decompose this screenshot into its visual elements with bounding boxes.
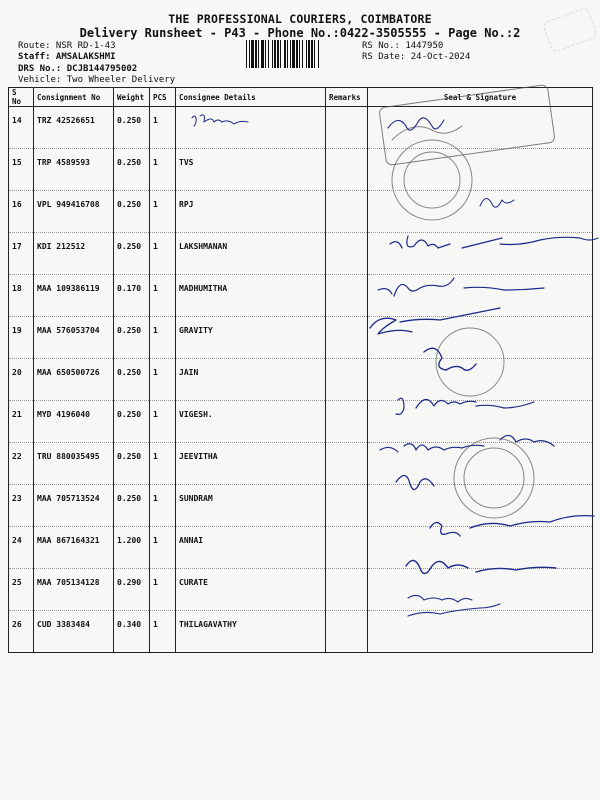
table-row	[9, 107, 593, 149]
col-pcs-header: PCS	[150, 88, 176, 107]
row-consignee: SUNDRAM	[176, 485, 326, 527]
row-pcs: 1	[150, 359, 176, 401]
row-consignee: LAKSHMANAN	[176, 233, 326, 275]
row-consignment-no: VPL 949416708	[34, 191, 114, 233]
row-consignee: CURATE	[176, 569, 326, 611]
row-consignment-no: KDI 212512	[34, 233, 114, 275]
row-sno: 20	[9, 359, 34, 401]
table-row	[9, 233, 593, 275]
row-remarks	[326, 149, 368, 191]
drs-number: DRS No.: DCJB144795002	[18, 64, 138, 74]
table-row	[9, 527, 593, 569]
row-sno: 16	[9, 191, 34, 233]
row-signature	[368, 569, 593, 611]
row-consignment-no: MYD 4196040	[34, 401, 114, 443]
row-signature	[368, 233, 593, 275]
table-row	[9, 611, 593, 653]
row-signature	[368, 527, 593, 569]
row-consignee: JAIN	[176, 359, 326, 401]
row-weight: 0.340	[114, 611, 150, 653]
row-signature	[368, 149, 593, 191]
table-row	[9, 317, 593, 359]
row-sno: 15	[9, 149, 34, 191]
row-weight: 0.250	[114, 149, 150, 191]
table-row	[9, 485, 593, 527]
row-consignment-no: MAA 109386119	[34, 275, 114, 317]
table-row	[9, 569, 593, 611]
row-pcs: 1	[150, 317, 176, 359]
row-pcs: 1	[150, 191, 176, 233]
row-consignment-no: MAA 867164321	[34, 527, 114, 569]
staff-text: Staff: AMSALAKSHMI	[18, 52, 116, 62]
row-pcs: 1	[150, 149, 176, 191]
row-weight: 1.200	[114, 527, 150, 569]
row-remarks	[326, 443, 368, 485]
company-title: THE PROFESSIONAL COURIERS, COIMBATORE	[168, 12, 432, 26]
col-remarks-header: Remarks	[326, 88, 368, 107]
row-consignee: VIGESH.	[176, 401, 326, 443]
row-pcs: 1	[150, 275, 176, 317]
col-sno-header: S No	[9, 88, 34, 107]
table-row	[9, 191, 593, 233]
table-row	[9, 359, 593, 401]
row-sno: 21	[9, 401, 34, 443]
row-remarks	[326, 275, 368, 317]
row-signature	[368, 401, 593, 443]
row-consignment-no: TRU 880035495	[34, 443, 114, 485]
row-consignee: RPJ	[176, 191, 326, 233]
row-consignee: MADHUMITHA	[176, 275, 326, 317]
row-pcs: 1	[150, 611, 176, 653]
row-signature	[368, 317, 593, 359]
row-pcs: 1	[150, 233, 176, 275]
row-pcs: 1	[150, 443, 176, 485]
row-sno: 23	[9, 485, 34, 527]
row-remarks	[326, 569, 368, 611]
row-signature	[368, 275, 593, 317]
row-weight: 0.250	[114, 401, 150, 443]
consignment-table	[8, 87, 593, 653]
row-sno: 24	[9, 527, 34, 569]
row-remarks	[326, 401, 368, 443]
row-consignee	[176, 107, 326, 149]
row-remarks	[326, 611, 368, 653]
row-weight: 0.250	[114, 317, 150, 359]
row-sno: 17	[9, 233, 34, 275]
row-remarks	[326, 359, 368, 401]
row-consignee: THILAGAVATHY	[176, 611, 326, 653]
table-row	[9, 275, 593, 317]
row-signature	[368, 191, 593, 233]
row-weight: 0.250	[114, 485, 150, 527]
col-consignee-header: Consignee Details	[176, 88, 326, 107]
row-consignee: JEEVITHA	[176, 443, 326, 485]
row-consignment-no: MAA 705134128	[34, 569, 114, 611]
row-pcs: 1	[150, 569, 176, 611]
route-text: Route: NSR RD-1-43	[18, 41, 116, 51]
col-consignment-header: Consignment No	[34, 88, 114, 107]
row-pcs: 1	[150, 485, 176, 527]
row-remarks	[326, 191, 368, 233]
row-signature	[368, 611, 593, 653]
row-remarks	[326, 233, 368, 275]
row-remarks	[326, 527, 368, 569]
table-row	[9, 443, 593, 485]
row-pcs: 1	[150, 401, 176, 443]
table-header-row	[9, 88, 593, 107]
row-weight: 0.250	[114, 443, 150, 485]
row-sno: 14	[9, 107, 34, 149]
row-weight: 0.250	[114, 107, 150, 149]
row-pcs: 1	[150, 107, 176, 149]
row-consignment-no: MAA 576053704	[34, 317, 114, 359]
row-consignment-no: TRZ 42526651	[34, 107, 114, 149]
vehicle-text: Vehicle: Two Wheeler Delivery	[18, 75, 176, 85]
barcode-graphic	[246, 40, 354, 68]
col-weight-header: Weight	[114, 88, 150, 107]
row-consignee: TVS	[176, 149, 326, 191]
row-weight: 0.250	[114, 233, 150, 275]
row-consignment-no: MAA 650500726	[34, 359, 114, 401]
row-sno: 22	[9, 443, 34, 485]
table-row	[9, 401, 593, 443]
table-row	[9, 149, 593, 191]
row-weight: 0.290	[114, 569, 150, 611]
row-remarks	[326, 107, 368, 149]
row-signature	[368, 359, 593, 401]
row-signature	[368, 107, 593, 149]
row-weight: 0.250	[114, 191, 150, 233]
row-consignment-no: TRP 4589593	[34, 149, 114, 191]
rs-number: RS No.: 1447950	[362, 41, 444, 51]
row-sno: 18	[9, 275, 34, 317]
row-sno: 19	[9, 317, 34, 359]
row-weight: 0.170	[114, 275, 150, 317]
col-signature-header: Seal & Signature	[368, 88, 593, 107]
row-remarks	[326, 317, 368, 359]
runsheet-title: Delivery Runsheet - P43 - Phone No.:0422-3505555 - Page No.:2	[79, 26, 521, 40]
row-remarks	[326, 485, 368, 527]
row-pcs: 1	[150, 527, 176, 569]
rs-date: RS Date: 24-Oct-2024	[362, 52, 471, 62]
row-weight: 0.250	[114, 359, 150, 401]
row-consignee: GRAVITY	[176, 317, 326, 359]
row-sno: 26	[9, 611, 34, 653]
row-signature	[368, 443, 593, 485]
row-signature	[368, 485, 593, 527]
row-sno: 25	[9, 569, 34, 611]
row-consignment-no: MAA 705713524	[34, 485, 114, 527]
row-consignee: ANNAI	[176, 527, 326, 569]
row-consignment-no: CUD 3383484	[34, 611, 114, 653]
